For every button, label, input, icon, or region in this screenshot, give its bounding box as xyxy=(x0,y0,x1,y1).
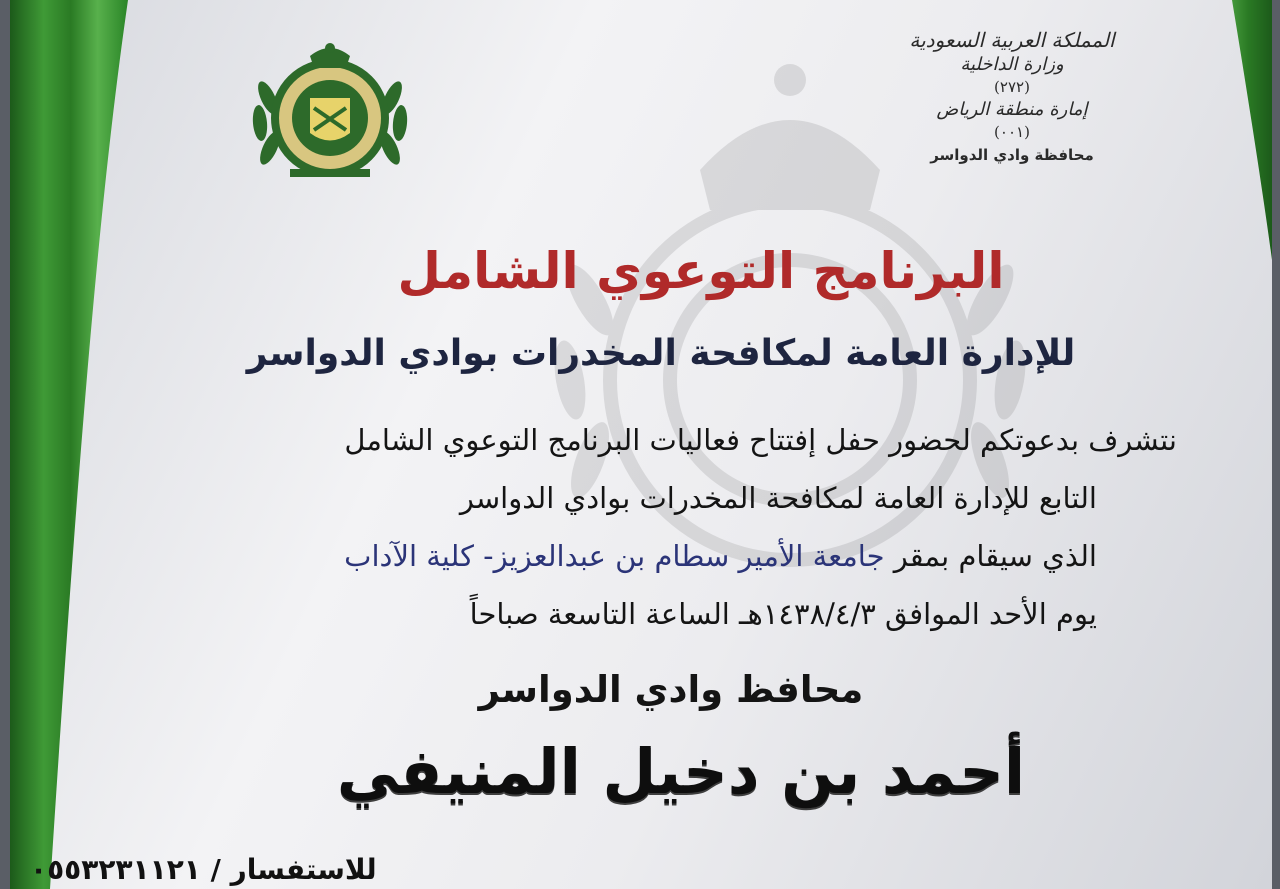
letterhead-code-2: (٠٠١) xyxy=(994,123,1030,141)
letterhead-kingdom: المملكة العربية السعودية xyxy=(909,28,1115,52)
letterhead-ministry: وزارة الداخلية xyxy=(960,54,1064,75)
program-title: البرنامج التوعوي الشامل xyxy=(397,242,1005,300)
program-subtitle: للإدارة العامة لمكافحة المخدرات بوادي الدواسر xyxy=(246,333,1076,374)
body-line-4: يوم الأحد الموافق ١٤٣٨/٤/٣هـ الساعة التاسعة صباحاً xyxy=(469,597,1097,631)
body-line-3-prefix: الذي سيقام بمقر xyxy=(893,539,1097,573)
contact-info xyxy=(30,853,377,886)
anti-narcotics-emblem-icon xyxy=(250,38,410,188)
signer-title: محافظ وادي الدواسر xyxy=(478,668,864,711)
contact-label: للاستفسار / xyxy=(210,853,377,886)
venue-text: جامعة الأمير سطام بن عبدالعزيز- كلية الآداب xyxy=(344,539,885,573)
letterhead xyxy=(862,30,1162,163)
signer-name: أحمد بن دخيل المنيفي xyxy=(336,735,1026,808)
letterhead-code-1: (٢٧٢) xyxy=(994,78,1030,96)
body-line-1: نتشرف بدعوتكم لحضور حفل إفتتاح فعاليات البرنامج التوعوي الشامل xyxy=(344,423,1177,457)
contact-phone: ٠٥٥٣٢٣١١٢١ xyxy=(30,853,201,886)
invitation-card xyxy=(10,0,1272,889)
letterhead-governorate: محافظة وادي الدواسر xyxy=(930,146,1094,164)
body-line-3 xyxy=(140,531,1177,589)
letterhead-region: إمارة منطقة الرياض xyxy=(936,99,1088,120)
body-line-2: التابع للإدارة العامة لمكافحة المخدرات بوادي الدواسر xyxy=(459,481,1097,515)
invitation-body xyxy=(140,415,1177,647)
